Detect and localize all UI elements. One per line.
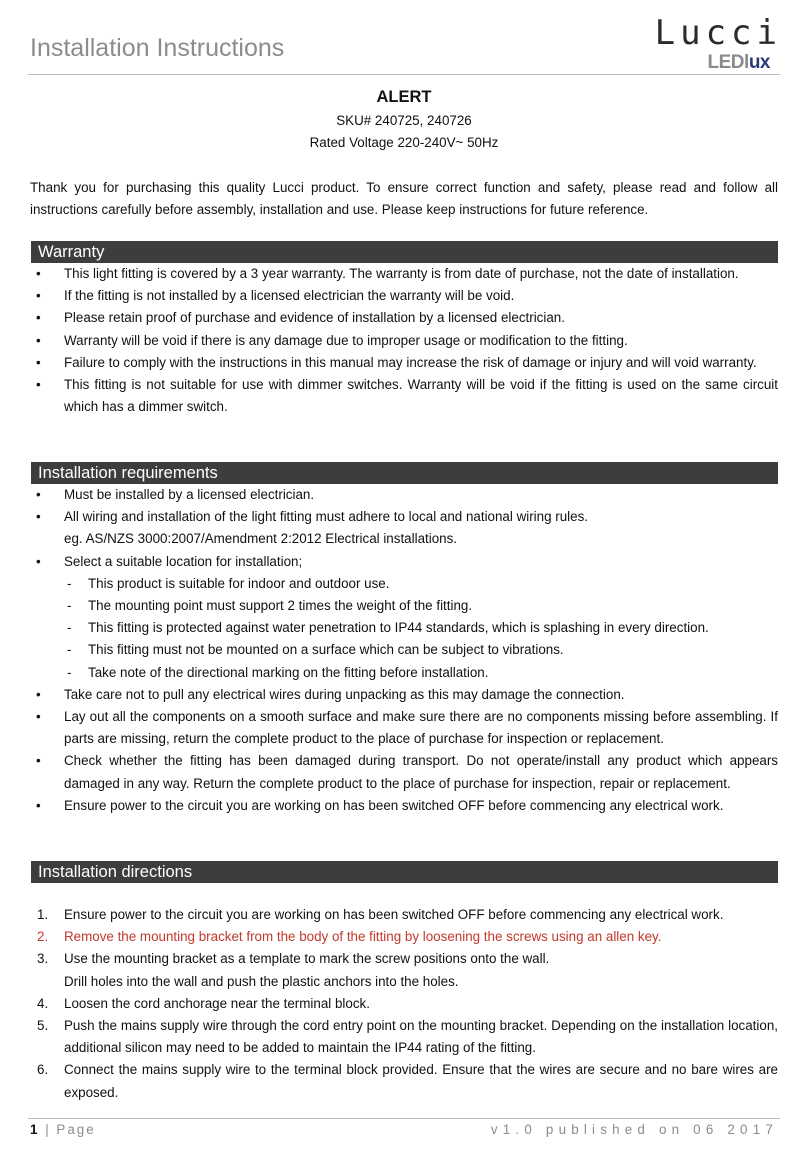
alert-title: ALERT <box>376 88 432 106</box>
rated-voltage: Rated Voltage 220-240V~ 50Hz <box>309 135 499 150</box>
intro-paragraph: Thank you for purchasing this quality Lucci product. To ensure correct function and safety, please read and follow all instructions carefully before assembly, installation and use. Please keep instructions for future reference. <box>30 180 778 217</box>
list-item: • Check whether the fitting has been damaged during transport. Do not operate/install any product which appears damaged in any way. Return the complete product to the place of purchase for inspection, repair or replacement. <box>30 750 778 794</box>
step-text-continued: Drill holes into the wall and push the plastic anchors into the holes. <box>64 973 459 989</box>
lucci-ledlux-logo <box>654 13 782 74</box>
directions-heading: Installation directions <box>31 861 778 883</box>
header-divider <box>28 74 780 75</box>
list-item: • This fitting is not suitable for use with dimmer switches. Warranty will be void if the fitting is used on the same circuit which has a dimmer switch. <box>30 374 778 418</box>
list-item-text: All wiring and installation of the light fitting must adhere to local and national wiring rules. <box>64 509 589 525</box>
sub-list-item: - This fitting is protected against water penetration to IP44 standards, which is splashing in every direction. <box>30 617 778 639</box>
list-item: • Select a suitable location for installation; <box>30 551 778 573</box>
list-item: • This light fitting is covered by a 3 year warranty. The warranty is from date of purchase, not the date of installation. <box>30 263 778 285</box>
step-text: Remove the mounting bracket from the body of the fitting by loosening the screws using an allen key. <box>64 929 662 945</box>
footer-divider <box>28 1118 780 1119</box>
step-text: Ensure power to the circuit you are working on has been switched OFF before commencing any electrical work. <box>64 907 724 922</box>
logo-lucci-text: Lucci <box>654 13 782 53</box>
list-item <box>30 506 778 550</box>
step-item <box>30 904 778 926</box>
sub-list-item: - Take note of the directional marking on the fitting before installation. <box>30 662 778 684</box>
warranty-list <box>30 263 778 418</box>
logo-ledlux-text <box>708 53 770 72</box>
step-text: Loosen the cord anchorage near the terminal block. <box>64 995 370 1011</box>
page-label: | Page <box>45 1122 96 1137</box>
warranty-heading: Warranty <box>31 241 778 263</box>
step-item <box>30 1059 778 1103</box>
step-number: 5. <box>37 1018 49 1034</box>
version-info: v1.0 published on 06 2017 <box>490 1122 778 1137</box>
step-number: 6. <box>37 1062 49 1078</box>
page-title: Installation Instructions <box>30 34 285 62</box>
requirements-list <box>30 484 778 817</box>
page-header <box>0 0 808 78</box>
list-item: • Please retain proof of purchase and evidence of installation by a licensed electrician. <box>30 307 778 329</box>
step-item <box>30 926 778 948</box>
logo-ledlux-part-a: LEDl <box>707 52 749 73</box>
step-number: 4. <box>37 995 49 1011</box>
step-text: Use the mounting bracket as a template to mark the screw positions onto the wall. <box>64 951 550 967</box>
list-item: • Failure to comply with the instructions in this manual may increase the risk of damage or injury and will void warranty. <box>30 352 778 374</box>
step-item <box>30 1015 778 1059</box>
list-item: • Ensure power to the circuit you are working on has been switched OFF before commencing any electrical work. <box>30 795 778 817</box>
standard-reference: eg. AS/NZS 3000:2007/Amendment 2:2012 Electrical installations. <box>64 531 458 547</box>
page-number <box>30 1122 96 1137</box>
requirements-heading: Installation requirements <box>31 462 778 484</box>
directions-list <box>30 904 778 1104</box>
step-number: 1. <box>37 907 49 922</box>
list-item: • Take care not to pull any electrical wires during unpacking as this may damage the connection. <box>30 684 778 706</box>
step-item <box>30 948 778 992</box>
step-number: 3. <box>37 951 49 967</box>
sub-list-item: - This product is suitable for indoor and outdoor use. <box>30 573 778 595</box>
list-item: • If the fitting is not installed by a licensed electrician the warranty will be void. <box>30 285 778 307</box>
list-item: • Lay out all the components on a smooth surface and make sure there are no components missing before assembling. If parts are missing, return the complete product to the place of purchase for inspection or replacement. <box>30 706 778 750</box>
list-item: • Must be installed by a licensed electrician. <box>30 484 778 506</box>
page-number-value: 1 <box>30 1122 40 1137</box>
step-item <box>30 993 778 1015</box>
step-text: Connect the mains supply wire to the terminal block provided. Ensure that the wires are secure and no bare wires are exposed. <box>64 1062 778 1100</box>
list-item: • Warranty will be void if there is any damage due to improper usage or modification to the fitting. <box>30 330 778 352</box>
step-text: Push the mains supply wire through the cord entry point on the mounting bracket. Depending on the installation location, additional silicon may need to be added to maintain the IP44 rating of the fitting. <box>64 1018 778 1056</box>
sub-list-item: - This fitting must not be mounted on a surface which can be subject to vibrations. <box>30 639 778 661</box>
sku-line: SKU# 240725, 240726 <box>336 113 472 128</box>
logo-ledlux-part-b: ux <box>748 52 770 73</box>
step-number: 2. <box>37 929 49 945</box>
sub-list-item: - The mounting point must support 2 times the weight of the fitting. <box>30 595 778 617</box>
